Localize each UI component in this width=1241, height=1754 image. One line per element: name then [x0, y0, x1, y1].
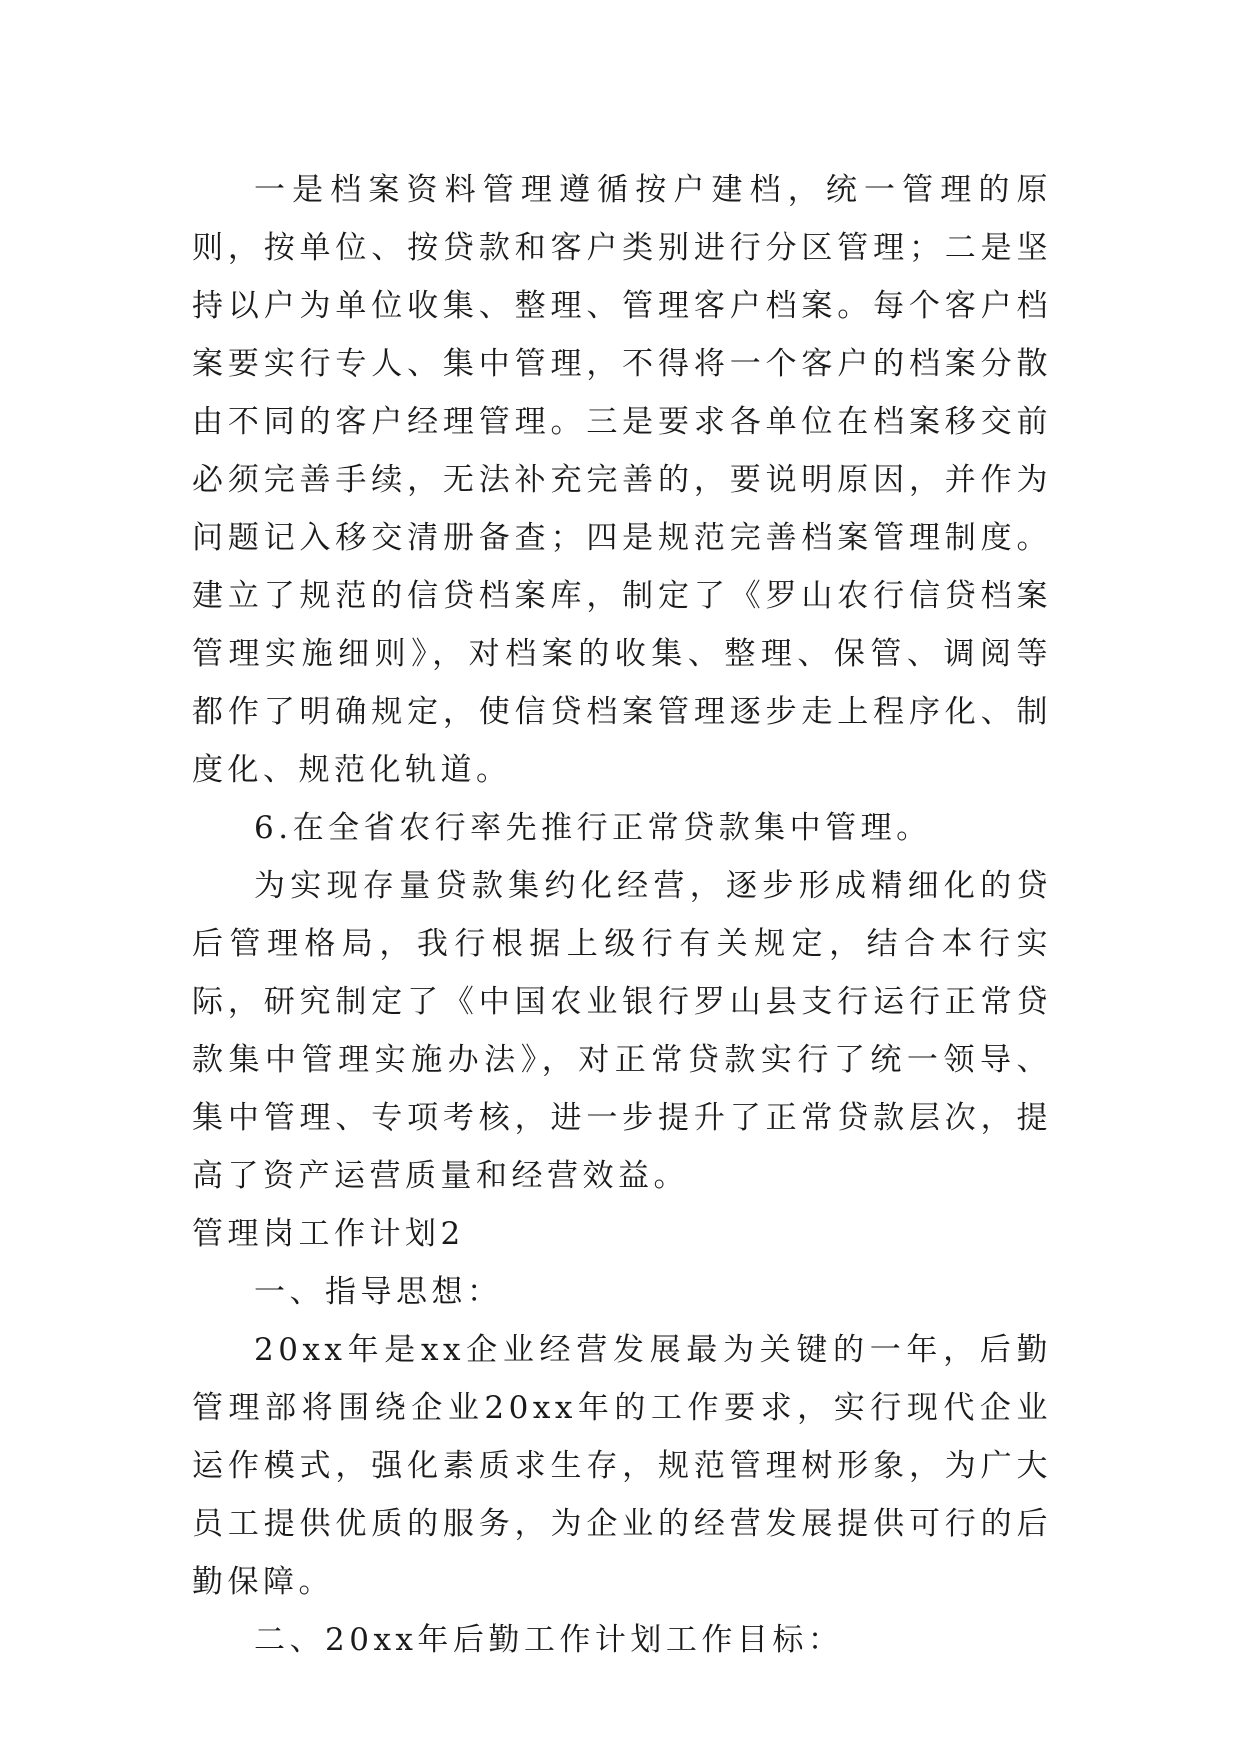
paragraph-guiding-ideology: 20xx年是xx企业经营发展最为关键的一年，后勤管理部将围绕企业20xx年的工作要求，实行现代企业运作模式，强化素质求生存，规范管理树形象，为广大员工提供优质的服务，为企业的经营发展提供可行的后勤保障。 — [192, 1332, 1052, 1600]
paragraph-loan-management: 为实现存量贷款集约化经营，逐步形成精细化的贷后管理格局，我行根据上级行有关规定，结合本行实际，研究制定了《中国农业银行罗山县支行运行正常贷款集中管理实施办法》，对正常贷款实行了统一领导、集中管理、专项考核，进一步提升了正常贷款层次，提高了资产运营质量和经营效益。 — [192, 868, 1052, 1194]
paragraph-item-6-heading: 6.在全省农行率先推行正常贷款集中管理。 — [254, 810, 932, 846]
section-title-plan-2: 管理岗工作计划2 — [192, 1216, 465, 1252]
heading-guiding-ideology: 一、指导思想： — [254, 1274, 503, 1310]
heading-work-goals: 二、20xx年后勤工作计划工作目标： — [254, 1622, 844, 1658]
document-body — [192, 161, 1052, 1669]
paragraph-archive-management: 一是档案资料管理遵循按户建档，统一管理的原则，按单位、按贷款和客户类别进行分区管理；二是坚持以户为单位收集、整理、管理客户档案。每个客户档案要实行专人、集中管理，不得将一个客户的档案分散由不同的客户经理管理。三是要求各单位在档案移交前必须完善手续，无法补充完善的，要说明原因，并作为问题记入移交清册备查；四是规范完善档案管理制度。建立了规范的信贷档案库，制定了《罗山农行信贷档案管理实施细则》，对档案的收集、整理、保管、调阅等都作了明确规定，使信贷档案管理逐步走上程序化、制度化、规范化轨道。 — [192, 172, 1052, 788]
